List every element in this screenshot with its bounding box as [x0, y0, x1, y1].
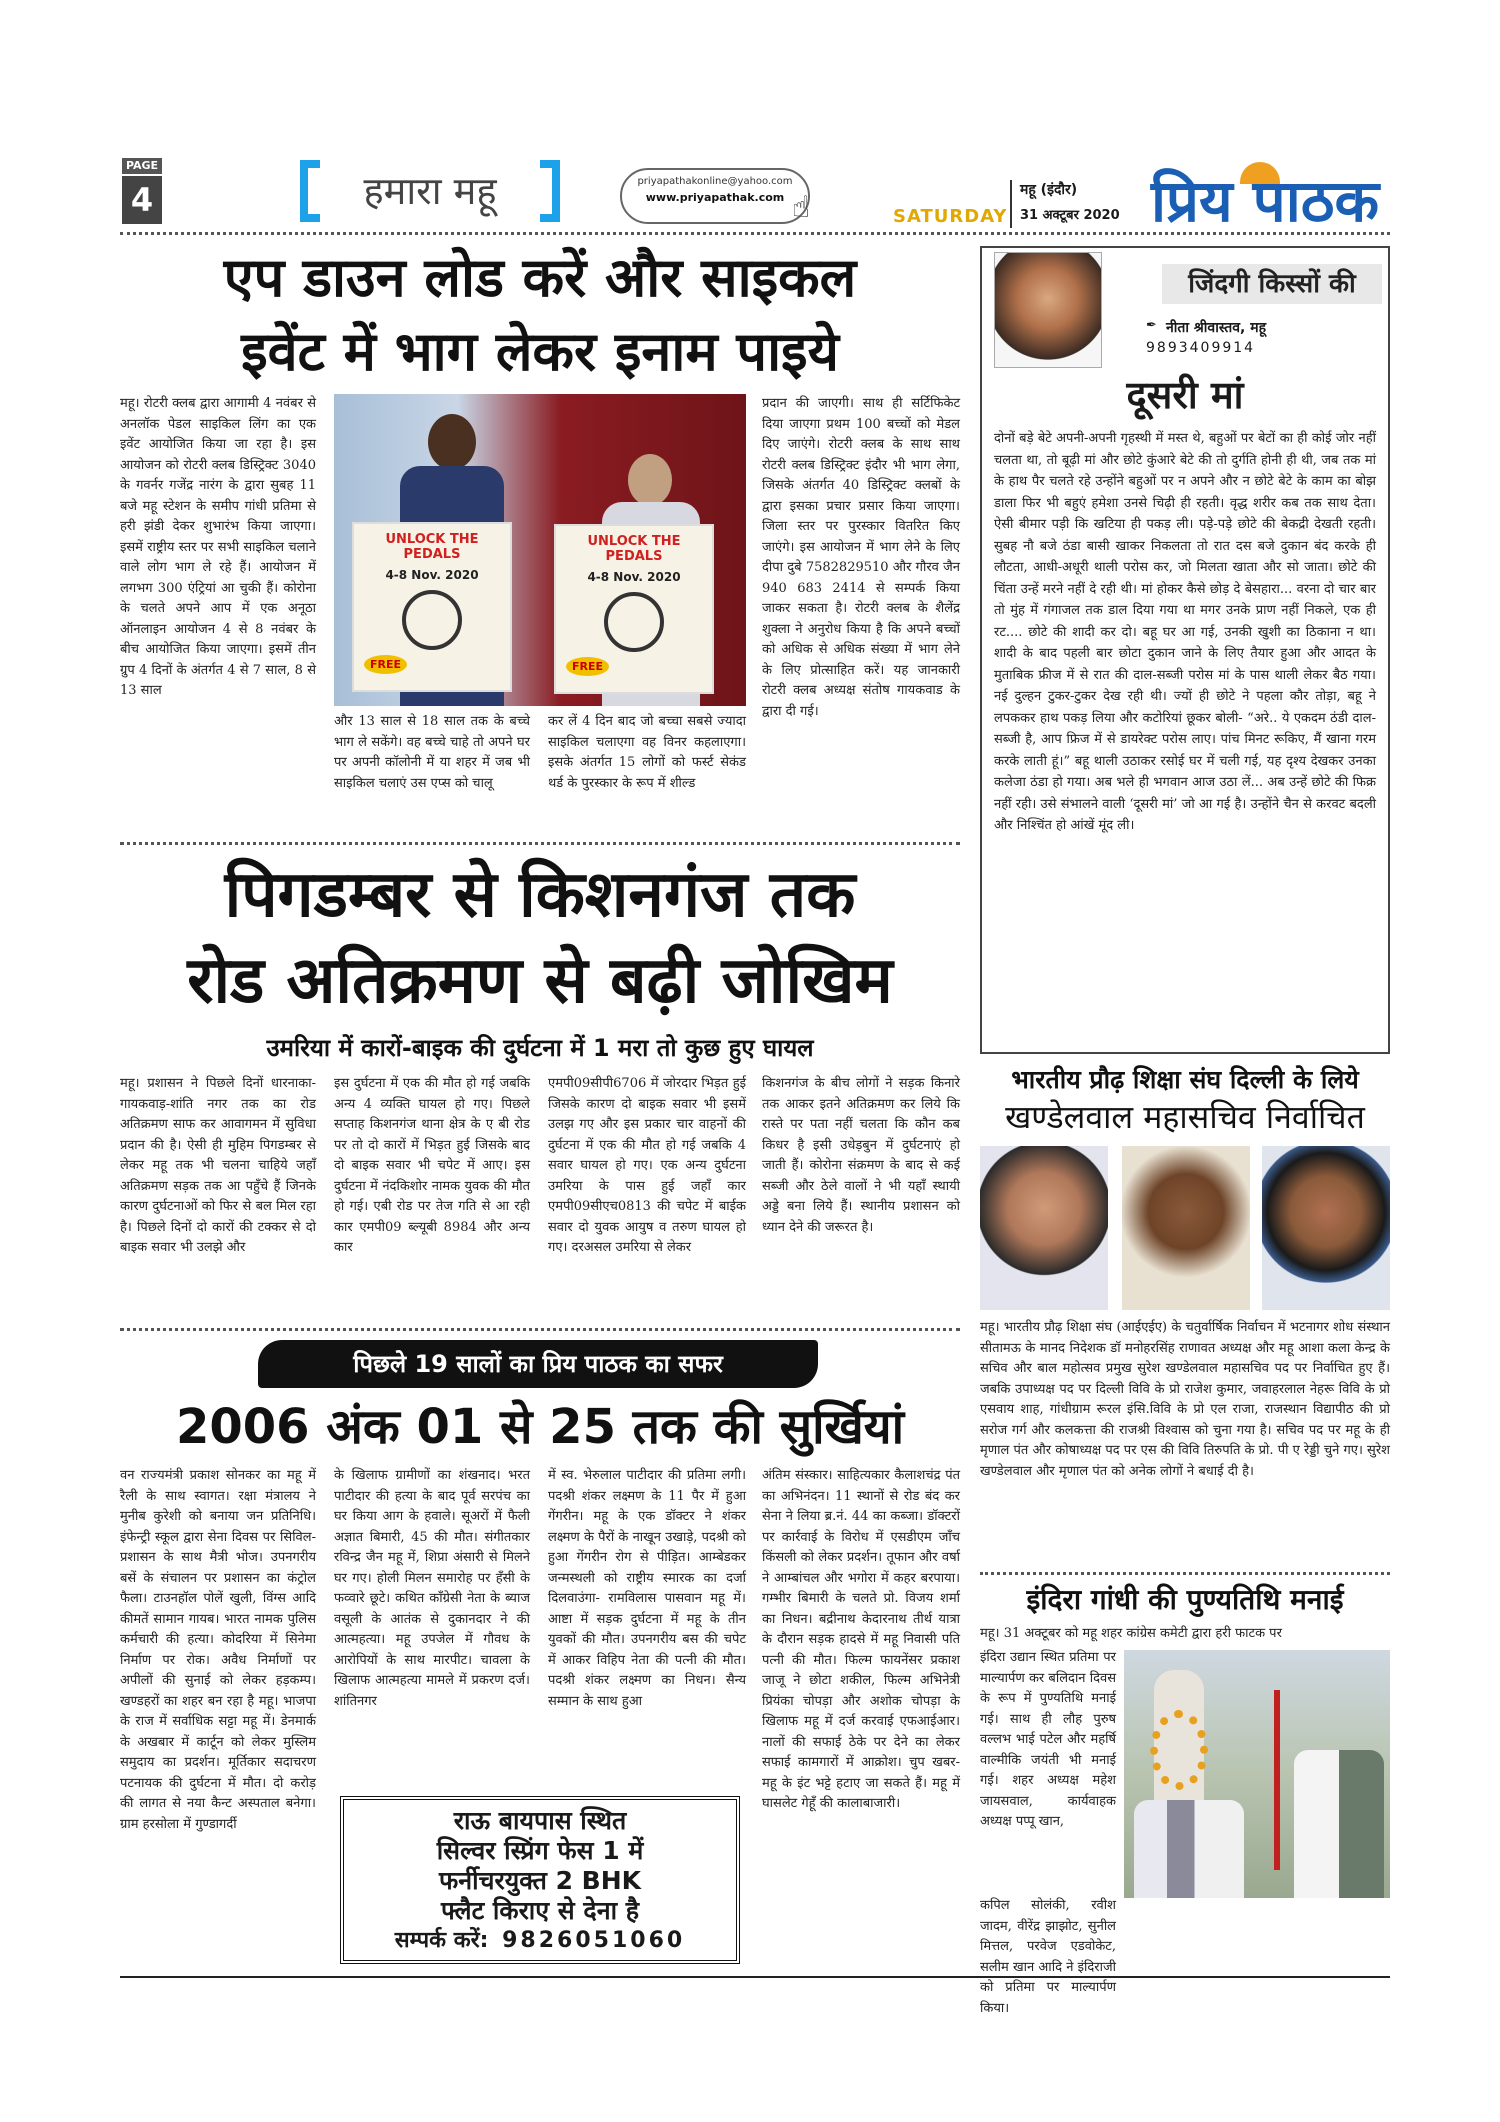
poster-left-title: UNLOCK THE PEDALS — [385, 532, 479, 562]
story3-text: महू। भारतीय प्रौढ़ शिक्षा संघ (आईएईए) के चतुर्वार्षिक निर्वाचन में भटनागर शोध संस्थान सीतामऊ के मानद निदेशक डॉ मनोहरसिंह राणावत अध्यक्ष और महू आशा कला केन्द्र के सचिव और बाल महोत्सव प्रमुख सुरेश खण्डेलवाल महासचिव पद पर निर्वाचित हुए हैं। जबकि उपाध्यक्ष पद पर दिल्ली विवि के प्रो राजेश कुमार, जवाहरलाल नेहरू विवि के प्रो एसवाय शाह, गांधीग्राम रूरल इंसि.विवि के प्रो एल राजा, राजस्थान विद्यापीठ की प्रो सरोज गर्ग और कलकत्ता की राजश्री विश्वास को चुना गया है। सचिव पद पर महू के ही मृणाल पंत और कोषाध्यक्ष पद पर एस की विवि तिरुपति के प्रो. पी ए रेड्डी चुने गए। सुरेश खण्डेलवाल और मृणाल पंत को अनेक लोगों ने बधाई दी है। — [980, 1320, 1390, 1479]
page-number: 4 — [122, 176, 162, 224]
masthead-divider — [120, 232, 1390, 235]
story3-headline-2: खण्डेलवाल महासचिव निर्वाचित — [1005, 1098, 1365, 1136]
poster-left-free: FREE — [364, 655, 407, 674]
story3-photo-2 — [1122, 1146, 1250, 1310]
story1-col-3: कर लें 4 दिन बाद जो बच्चा सबसे ज्यादा साइकिल चलाएगा वह विनर कहलाएगा। इसके अंतर्गत 15 लोगों को फर्स्ट सेकंड थर्ड के पुरस्कार के रूप में शील्ड — [548, 714, 746, 791]
section-title-box — [300, 160, 560, 222]
story3-divider — [980, 1572, 1390, 1575]
ad-contact-label: सम्पर्क करें: — [394, 1928, 489, 1953]
website-text: www.priyapathak.com — [645, 191, 785, 204]
bottom-rule — [120, 1976, 1390, 1978]
date-box — [1010, 180, 1120, 228]
story3-photo-3 — [1262, 1146, 1390, 1310]
column-phone: 9893409914 — [1146, 340, 1256, 356]
page-label-box — [122, 158, 162, 226]
garland — [1150, 1710, 1208, 1790]
ad-line-3: फर्नीचरयुक्त 2 BHK — [438, 1866, 642, 1895]
column-story-title: दूसरी मां — [1126, 373, 1244, 417]
day-label: SATURDAY — [893, 206, 1008, 227]
bracket-left — [300, 160, 320, 222]
poster-right — [554, 524, 714, 694]
story4-col-3: में स्व. भेरुलाल पाटीदार की प्रतिमा लगी। पदश्री शंकर लक्ष्मण के 11 पैर में हुआ गेंगरीन। महू के एक डॉक्टर ने शंकर लक्ष्मण के पैरों के नाखून उखाड़े, पदश्री को हुआ गेंगरीन रोग से पीड़ित। आम्बेडकर जन्मस्थली को राष्ट्रीय स्मारक का दर्जा दिलवाउंगा- रामविलास पासवान महू में। आष्टा में सड़क दुर्घटना में महू के तीन युवकों की मौत। उपनगरीय बस की चपेट में आकर विहिप नेता की पत्नी की मौत। पदश्री शंकर लक्ष्मण का निधन। सैन्य सम्मान के साथ हुआ — [548, 1468, 746, 1709]
ad-contact-row — [354, 1926, 726, 1956]
story2-headline-2: रोड अतिक्रमण से बढ़ी जोखिम — [187, 944, 893, 1018]
story5-text-bottom: कपिल सोलंकी, रवीश जादम, वीरेंद्र झाझोट, सुनील मित्तल, परवेज एडवोकेट, सलीम खान आदि ने इंदिराजी को प्रतिमा पर माल्यार्पण किया। — [980, 1898, 1116, 2016]
story4-col-2: के खिलाफ ग्रामीणों का शंखनाद। भरत पाटीदार की हत्या के बाद पूर्व सरपंच का घर किया आग के हवाले। सूअरों में फैली अज्ञात बिमारी, 45 की मौत। संगीतकार रविन्द्र जैन महू में, शिप्रा अंसारी से मिलने घर गए। होली मिलन समारोह पर हँसी के फव्वारे छूटे। कथित कॉंग्रेसी नेता के ब्याज वसूली के आतंक से दुकानदार ने की आत्महत्या। महू उपजेल में गौवध के आरोपियों के साथ मारपीट। चावला के खिलाफ आत्महत्या मामले में प्रकरण दर्ज। शांतिनगर — [334, 1468, 530, 1709]
page-label: PAGE — [122, 158, 162, 174]
bracket-right — [540, 160, 560, 222]
pen-icon: ✒ — [1146, 318, 1157, 333]
railing — [1274, 1690, 1280, 1870]
story2-col-4: किशनगंज के बीच लोगों ने सड़क किनारे तक आकर इतने अतिक्रमण कर लिये कि रास्ते पर पता नहीं चलता कि कौन कब किधर है इसी उधेड़बुन में दुर्घटनाएं हो जाती हैं। कोरोना संक्रमण के बाद से कई सब्जी और ठेले वालों ने भी यहाँ स्थायी अड्डे बना लिये हैं। स्थानीय प्रशासन को ध्यान देने की जरूरत है। — [762, 1076, 960, 1235]
story2-col-3: एमपी09सीपी6706 में जोरदार भिड़त हुई जिसके कारण दो बाइक सवार भी इसमें उलझ गए और इस प्रकार चार वाहनों की दुर्घटना में एक की मौत हो गई जबकि 4 सवार घायल हो गए। एक अन्य दुर्घटना उमरिया के पास हुई जहाँ कार एमपी09सीएच0813 की चपेट में बाईक सवार दो युवक आयुष व तरुण घायल हो गए। दरअसल उमरिया से लेकर — [548, 1076, 746, 1255]
story2-col-2: इस दुर्घटना में एक की मौत हो गई जबकि अन्य 4 व्यक्ति घायल हो गए। पिछले सप्ताह किशनगंज थाना क्षेत्र के ए बी रोड पर तो दो कारों में भिड़त हुई जिसके बाद दो बाइक सवार भी चपेट में आए। इस दुर्घटना में नंदकिशोर नामक युवक की मौत हो गई। एबी रोड पर तेज गति से आ रही कार एमपी09 ब्ल्यूबी 8984 और अन्य कार — [334, 1076, 530, 1255]
poster-left — [352, 522, 512, 692]
date-text: 31 अक्टूबर 2020 — [1020, 208, 1120, 223]
story1-divider — [120, 842, 960, 845]
story1-headline-2: इवेंट में भाग लेकर इनाम पाइये — [241, 320, 839, 383]
story1-col-4: प्रदान की जाएगी। साथ ही सर्टिफिकेट दिया जाएगा प्रथम 100 बच्चों को मेडल दिए जाएंगे। रोटरी क्लब के साथ साथ रोटरी क्लब डिस्ट्रिक्ट इंदौर भी भाग लेगा, जिसके अंतर्गत 40 डिस्ट्रिक्ट क्लबों के द्वारा इसका प्रचार प्रसार किया जाएगा। जिला स्तर पर पुरस्कार वितरित किए जाएंगे। इस आयोजन में भाग लेने के लिए दीपा दुबे 7582829510 और गौरव जैन 940 683 2414 से सम्पर्क किया जाकर सकता है। रोटरी क्लब के शैलेंद्र शुक्ला ने अनुरोध किया है कि अपने बच्चों को अधिक से अधिक संख्या में भाग लेने के लिए प्रोत्साहित करें। यह जानकारी रोटरी क्लब अध्यक्ष संतोष गायकवाड के द्वारा दी गई। — [762, 396, 960, 719]
column-box — [980, 246, 1390, 1054]
section-title: हमारा महू — [363, 169, 497, 213]
story4-col-4: अंतिम संस्कार। साहित्यकार कैलाशचंद्र पंत का अभिनंदन। 11 स्थानों से रोड बंद कर सेना ने लिया ब्र.नं. 44 का कब्जा। डॉक्टरों पर कार्रवाई के विरोध में एसडीएम जाँच किंसली को लेकर प्रदर्शन। तूफान और वर्षा ने आम्बांचल और भगोरा में कहर बरपाया। गम्भीर बिमारी के चलते प्रो. विजय शर्मा का निधन। बद्रीनाथ केदारनाथ तीर्थ यात्रा के दौरान सड़क हादसे में महू निवासी पति पत्नी की मौत। फिल्म फायनेंसर प्रकाश जाजू ने छोटा शकील, फिल्म अभिनेत्री प्रियंका चोपड़ा और अशोक चोपड़ा के खिलाफ महू में दर्ज करवाई एफआईआर। नालों की सफाई ठेके पर देने का लेकर सफाई कामगारों में आक्रोश। चुप खबर- महू के इंट भट्टे हटाए जा सकते हैं। महू में घासलेट गेहूँ की कालाबाजारी। — [762, 1468, 960, 1811]
story4-banner: पिछले 19 सालों का प्रिय पाठक का सफर — [258, 1340, 818, 1388]
ad-line-4: फ्लैट किराए से देना है — [440, 1896, 640, 1925]
story5-text-top: महू। 31 अक्टूबर को महू शहर कांग्रेस कमेटी द्वारा हरी फाटक पर — [980, 1626, 1282, 1641]
ad-contact-number: 9826051060 — [502, 1928, 686, 1953]
email-text: priyapathakonline@yahoo.com — [637, 176, 793, 187]
story3-photo-1 — [980, 1146, 1108, 1310]
story2-subhead: उमरिया में कारों-बाइक की दुर्घटना में 1 मरा तो कुछ हुए घायल — [266, 1034, 814, 1062]
person-group-2 — [1294, 1750, 1384, 1898]
story5-text-left: इंदिरा उद्यान स्थित प्रतिमा पर माल्यार्पण कर बलिदान दिवस के रूप में पुण्यतिथि मनाई गई। साथ ही लौह पुरुष वल्लभ भाई पटेल और महर्षि वाल्मीकि जयंती भी मनाई गई। शहर अध्यक्ष महेश जायसवाल, कार्यवाहक अध्यक्ष पप्पू खान, — [980, 1650, 1116, 1829]
ad-line-1: राऊ बायपास स्थित — [453, 1806, 627, 1835]
poster-right-date: 4-8 Nov. 2020 — [587, 570, 681, 584]
ad-line-2: सिल्वर स्प्रिंग फेस 1 में — [436, 1836, 644, 1865]
paper-name: प्रिय पाठक — [1150, 167, 1380, 235]
story1-col-1: महू। रोटरी क्लब द्वारा आगामी 4 नवंबर से अनलॉक पेडल साइकिल लिंग का एक इवेंट आयोजित किया जा रहा है। इस आयोजन को रोटरी क्लब डिस्ट्रिक्ट 3040 के गवर्नर गजेंद्र नारंग के द्वारा सुबह 11 बजे महू स्टेशन के समीप गांधी प्रतिमा से हरी झंडी देकर शुभारंभ किया जाएगा। इसमें राष्ट्रीय स्तर पर सभी साइकिल चलाने वाले लोग भाग ले रहे हैं। आयोजन में लगभग 300 एंट्रियां आ चुकी हैं। कोरोना के चलते अपने आप में एक अनूठा ऑनलाइन आयोजन 4 से 8 नवंबर के बीच आयोजित किया जाएगा। इसमें तीन ग्रुप 4 दिनों के अंतर्गत 4 से 7 साल, 8 से 13 साल — [120, 396, 316, 698]
story1-headline-1: एप डाउन लोड करें और साइकल — [223, 246, 857, 309]
poster-right-free: FREE — [566, 657, 609, 676]
column-text: दोनों बड़े बेटे अपनी-अपनी गृहस्थी में मस्त थे, बहुओं पर बेटों का ही कोई जोर नहीं चलता था, तो बूढ़ी मां और छोटे कुंआरे बेटे की तो दुर्गति होनी ही थी, जब तक मां के हाथ पैर चलते रहे उन्होंने बहुओं पर न अपने और न छोटे बेटे के काम का बोझ डाला फिर भी बहुएं हमेशा उनसे चिढ़ी ही रहती। वृद्ध शरीर कब तक साथ देता। ऐसी बीमार पड़ी कि खटिया ही पकड़ ली। पड़े-पड़े छोटे की बेकद्री देखती रहती। सुबह नौ बजे ठंडा बासी खाकर निकलता तो रात दस बजे दुकान बंद करके ही लौटता, आधी-अधूरी थाली परोस कर, जो मिलता खाता और सो जाता। छोटे की चिंता उन्हें मरने नहीं दे रही थी। मां होकर कैसे छोड़ दे बेसहारा... वरना दो चार बार तो मुंह में गंगाजल तक डाल दिया गया था मगर उनके प्राण नहीं निकले, एक ही रट.... छोटे की शादी कर दो। बहू घर आ गई, उनकी खुशी का ठिकाना न था। शादी के बाद पहली बार छोटा दुकान जाने के लिए तैयार हुआ और आदत के मुताबिक फ्रीज में से रात की दाल-सब्जी परोस मां के पास थाली लेकर बैठ गया। नई दुल्हन टुकर-टुकर देख रही थी। ज्यों ही छोटे ने पहला कौर तोड़ा, बहू ने लपककर हाथ पकड़ लिया और कटोरियां छूकर बोली- “अरे.. ये एकदम ठंडी दाल-सब्जी है, आप फ्रिज में से डायरेक्ट परोस लाए। पांच मिनट रूकिए, मैं खाना गरम करके लाती हूं।” बहू थाली उठाकर रसोई घर में चली गई, यह दृश्य देखकर उनका कलेजा ठंडा हो गया। अब भले ही भगवान आज उठा लें... अब उन्हें छोटे की फिक्र नहीं रही। उसे संभालने वाली ‘दूसरी मां’ जो आ गई है। उन्होंने चैन से करवट बदली और निश्चिंत हो आंखें मूंद ली। — [994, 431, 1376, 833]
story2-divider — [120, 1328, 960, 1331]
story1-col-2: और 13 साल से 18 साल तक के बच्चे भाग ले सकेंगे। वह बच्चे चाहे तो अपने घर पर अपनी कॉलोनी में या शहर में जब भी साइकिल चलाएं उस एप्स को चालू — [334, 714, 530, 791]
story3-headline-1: भारतीय प्रौढ़ शिक्षा संघ दिल्ली के लिये — [1011, 1065, 1359, 1094]
story5-headline: इंदिरा गांधी की पुण्यतिथि मनाई — [1026, 1583, 1344, 1616]
story4-col-1: वन राज्यमंत्री प्रकाश सोनकर का महू में रैली के साथ स्वागत। रक्षा मंत्रालय ने मुनीब कुरेशी को बनाया जन प्रतिनिधि। इंफेन्ट्री स्कूल द्वारा सेना दिवस पर सिविल-प्रशासन के साथ मैत्री भोज। उपनगरीय बसें के संचालन पर प्रशासन का कंट्रोल फैला। टाउनहॉल पोलें खुली, विंग्स आदि कीमतें सामान गायब। भारत नामक पुलिस कर्मचारी की हत्या। कोदरिया में सिनेमा निर्माण पर रोक। अवैध निर्माणों पर अपीलों की सुनाई को लेकर हड़कम्प। खण्डहरों का शहर बन रहा है महू। भाजपा के राज में सर्वाधिक सट्टा महू में। डेनमार्क के अखबार में कार्टून को लेकर मुस्लिम समुदाय का प्रदर्शन। मूर्तिकार सदाचरण पटनायक की दुर्घटना में मौत। दो करोड़ की लागत से नया कैन्ट अस्पताल बनेगा। ग्राम हरसोला में गुण्डागर्दी — [120, 1468, 316, 1832]
hand-pointer-icon: ☝ — [792, 190, 811, 225]
story2-headline-1: पिगडम्बर से किशनगंज तक — [224, 858, 856, 932]
author-photo — [994, 252, 1102, 368]
poster-right-title: UNLOCK THE PEDALS — [587, 534, 681, 564]
story2-col-1: महू। प्रशासन ने पिछले दिनों धारनाका-गायकवाड़-शांति नगर तक का रोड अतिक्रमण साफ कर आवागमन में सुविधा प्रदान की है। ऐसी ही मुहिम पिगडम्बर से लेकर महू तक भी चलना चाहिये जहाँ अतिक्रमण सड़क तक आ पहुँचे हैं जिनके कारण दुर्घटनाओं को फिर से बल मिल रहा है। पिछले दिनों दो कारों की टक्कर से दो बाइक सवार भी उलझे और — [120, 1076, 316, 1255]
person-group-1 — [1134, 1800, 1244, 1898]
column-title: जिंदगी किस्सों की — [1162, 264, 1382, 304]
city-text: महू (इंदौर) — [1020, 182, 1078, 198]
story1-photo — [334, 394, 746, 706]
web-contact-box — [620, 168, 810, 224]
paper-logo — [1140, 160, 1390, 240]
story5-photo — [1124, 1650, 1390, 1898]
poster-left-date: 4-8 Nov. 2020 — [385, 568, 479, 582]
classified-ad — [340, 1796, 740, 1964]
story4-headline: 2006 अंक 01 से 25 तक की सुर्खियां — [175, 1399, 905, 1455]
column-author: नीता श्रीवास्तव, महू — [1166, 320, 1267, 336]
